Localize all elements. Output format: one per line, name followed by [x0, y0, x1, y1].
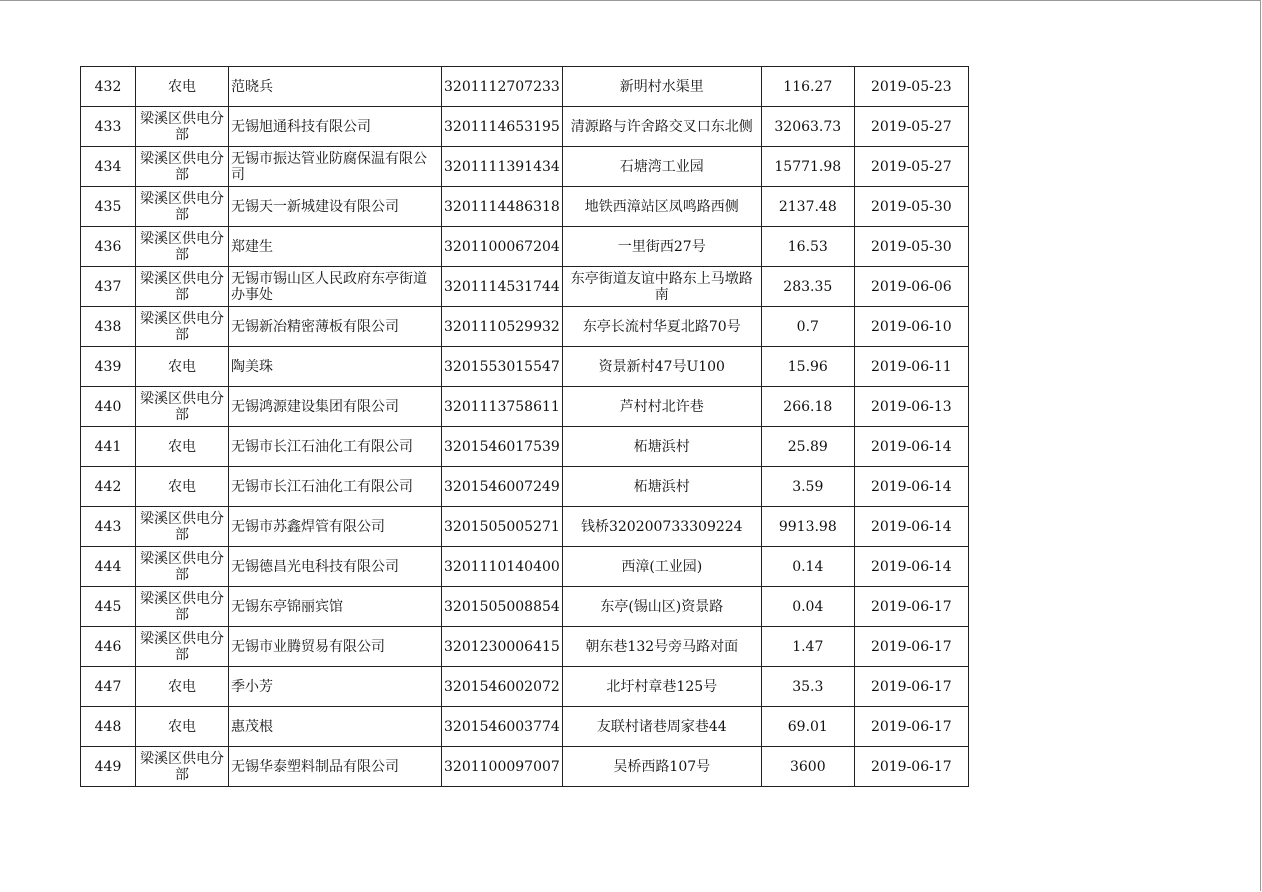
account-number-cell: 3201114653195: [442, 107, 563, 147]
address-cell: 东亭长流村华夏北路70号: [562, 307, 761, 347]
account-number-cell: 3201230006415: [442, 627, 563, 667]
amount-cell: 69.01: [761, 707, 854, 747]
row-number: 433: [81, 107, 136, 147]
table-row: [81, 147, 969, 187]
department-cell: 梁溪区供电分部: [136, 747, 229, 787]
account-number-cell: 3201111391434: [442, 147, 563, 187]
table-row: [81, 307, 969, 347]
department-cell: 梁溪区供电分部: [136, 507, 229, 547]
address-cell: 东亭街道友谊中路东上马墩路南: [562, 267, 761, 307]
row-number: 438: [81, 307, 136, 347]
table-row: [81, 427, 969, 467]
table-row: [81, 547, 969, 587]
address-cell: 钱桥320200733309224: [562, 507, 761, 547]
date-cell: 2019-06-06: [854, 267, 968, 307]
customer-name-cell: 无锡新冶精密薄板有限公司: [229, 307, 442, 347]
address-cell: 友联村诸巷周家巷44: [562, 707, 761, 747]
table-row: [81, 627, 969, 667]
department-cell: 梁溪区供电分部: [136, 627, 229, 667]
address-cell: 一里街西27号: [562, 227, 761, 267]
amount-cell: 16.53: [761, 227, 854, 267]
department-cell: 梁溪区供电分部: [136, 387, 229, 427]
account-number-cell: 3201505005271: [442, 507, 563, 547]
amount-cell: 15771.98: [761, 147, 854, 187]
date-cell: 2019-06-17: [854, 587, 968, 627]
date-cell: 2019-06-11: [854, 347, 968, 387]
table-row: [81, 387, 969, 427]
department-cell: 梁溪区供电分部: [136, 187, 229, 227]
date-cell: 2019-06-10: [854, 307, 968, 347]
amount-cell: 0.04: [761, 587, 854, 627]
address-cell: 资景新村47号U100: [562, 347, 761, 387]
address-cell: 吴桥西路107号: [562, 747, 761, 787]
customer-name-cell: 无锡旭通科技有限公司: [229, 107, 442, 147]
address-cell: 清源路与许舍路交叉口东北侧: [562, 107, 761, 147]
table-row: [81, 67, 969, 107]
address-cell: 柘塘浜村: [562, 427, 761, 467]
amount-cell: 25.89: [761, 427, 854, 467]
row-number: 449: [81, 747, 136, 787]
customer-name-cell: 无锡市长江石油化工有限公司: [229, 467, 442, 507]
table-row: [81, 267, 969, 307]
account-number-cell: 3201110140400: [442, 547, 563, 587]
date-cell: 2019-06-13: [854, 387, 968, 427]
account-number-cell: 3201546002072: [442, 667, 563, 707]
date-cell: 2019-05-30: [854, 227, 968, 267]
address-cell: 柘塘浜村: [562, 467, 761, 507]
date-cell: 2019-05-27: [854, 147, 968, 187]
account-number-cell: 3201110529932: [442, 307, 563, 347]
department-cell: 梁溪区供电分部: [136, 227, 229, 267]
account-number-cell: 3201100067204: [442, 227, 563, 267]
row-number: 434: [81, 147, 136, 187]
customer-name-cell: 无锡市振达管业防腐保温有限公司: [229, 147, 442, 187]
amount-cell: 32063.73: [761, 107, 854, 147]
row-number: 442: [81, 467, 136, 507]
department-cell: 农电: [136, 467, 229, 507]
department-cell: 农电: [136, 67, 229, 107]
customer-name-cell: 郑建生: [229, 227, 442, 267]
address-cell: 地铁西漳站区凤鸣路西侧: [562, 187, 761, 227]
row-number: 437: [81, 267, 136, 307]
date-cell: 2019-05-30: [854, 187, 968, 227]
customer-name-cell: 陶美珠: [229, 347, 442, 387]
row-number: 436: [81, 227, 136, 267]
row-number: 448: [81, 707, 136, 747]
department-cell: 梁溪区供电分部: [136, 267, 229, 307]
row-number: 445: [81, 587, 136, 627]
table-row: [81, 667, 969, 707]
customer-name-cell: 范晓兵: [229, 67, 442, 107]
customer-name-cell: 无锡市锡山区人民政府东亭街道办事处: [229, 267, 442, 307]
row-number: 443: [81, 507, 136, 547]
amount-cell: 3600: [761, 747, 854, 787]
date-cell: 2019-06-17: [854, 627, 968, 667]
records-body: [81, 67, 969, 787]
address-cell: 新明村水渠里: [562, 67, 761, 107]
table-row: [81, 587, 969, 627]
amount-cell: 283.35: [761, 267, 854, 307]
customer-name-cell: 无锡市苏鑫焊管有限公司: [229, 507, 442, 547]
row-number: 447: [81, 667, 136, 707]
row-number: 446: [81, 627, 136, 667]
department-cell: 梁溪区供电分部: [136, 307, 229, 347]
amount-cell: 9913.98: [761, 507, 854, 547]
department-cell: 农电: [136, 707, 229, 747]
account-number-cell: 3201100097007: [442, 747, 563, 787]
amount-cell: 116.27: [761, 67, 854, 107]
department-cell: 农电: [136, 427, 229, 467]
customer-name-cell: 无锡华泰塑料制品有限公司: [229, 747, 442, 787]
date-cell: 2019-06-14: [854, 507, 968, 547]
row-number: 444: [81, 547, 136, 587]
amount-cell: 0.14: [761, 547, 854, 587]
account-number-cell: 3201113758611: [442, 387, 563, 427]
date-cell: 2019-06-17: [854, 747, 968, 787]
customer-name-cell: 无锡德昌光电科技有限公司: [229, 547, 442, 587]
account-number-cell: 3201546007249: [442, 467, 563, 507]
amount-cell: 266.18: [761, 387, 854, 427]
date-cell: 2019-06-17: [854, 707, 968, 747]
account-number-cell: 3201553015547: [442, 347, 563, 387]
account-number-cell: 3201114486318: [442, 187, 563, 227]
account-number-cell: 3201546003774: [442, 707, 563, 747]
customer-name-cell: 无锡天一新城建设有限公司: [229, 187, 442, 227]
customer-name-cell: 季小芳: [229, 667, 442, 707]
customer-name-cell: 无锡东亭锦丽宾馆: [229, 587, 442, 627]
account-number-cell: 3201112707233: [442, 67, 563, 107]
customer-name-cell: 惠茂根: [229, 707, 442, 747]
date-cell: 2019-05-27: [854, 107, 968, 147]
row-number: 441: [81, 427, 136, 467]
date-cell: 2019-06-14: [854, 467, 968, 507]
department-cell: 梁溪区供电分部: [136, 547, 229, 587]
customer-name-cell: 无锡市业腾贸易有限公司: [229, 627, 442, 667]
account-number-cell: 3201114531744: [442, 267, 563, 307]
date-cell: 2019-06-14: [854, 547, 968, 587]
amount-cell: 2137.48: [761, 187, 854, 227]
table-row: [81, 107, 969, 147]
account-number-cell: 3201505008854: [442, 587, 563, 627]
row-number: 439: [81, 347, 136, 387]
amount-cell: 0.7: [761, 307, 854, 347]
account-number-cell: 3201546017539: [442, 427, 563, 467]
address-cell: 石塘湾工业园: [562, 147, 761, 187]
row-number: 435: [81, 187, 136, 227]
table-row: [81, 707, 969, 747]
department-cell: 农电: [136, 667, 229, 707]
address-cell: 芦村村北许巷: [562, 387, 761, 427]
row-number: 440: [81, 387, 136, 427]
table-row: [81, 227, 969, 267]
department-cell: 梁溪区供电分部: [136, 107, 229, 147]
table-row: [81, 347, 969, 387]
customer-name-cell: 无锡鸿源建设集团有限公司: [229, 387, 442, 427]
table-row: [81, 507, 969, 547]
row-number: 432: [81, 67, 136, 107]
department-cell: 农电: [136, 347, 229, 387]
date-cell: 2019-06-17: [854, 667, 968, 707]
table-row: [81, 187, 969, 227]
department-cell: 梁溪区供电分部: [136, 587, 229, 627]
department-cell: 梁溪区供电分部: [136, 147, 229, 187]
amount-cell: 3.59: [761, 467, 854, 507]
date-cell: 2019-06-14: [854, 427, 968, 467]
amount-cell: 35.3: [761, 667, 854, 707]
address-cell: 东亭(锡山区)资景路: [562, 587, 761, 627]
address-cell: 北圩村章巷125号: [562, 667, 761, 707]
address-cell: 西漳(工业园): [562, 547, 761, 587]
date-cell: 2019-05-23: [854, 67, 968, 107]
table-row: [81, 467, 969, 507]
customer-name-cell: 无锡市长江石油化工有限公司: [229, 427, 442, 467]
table-row: [81, 747, 969, 787]
amount-cell: 1.47: [761, 627, 854, 667]
address-cell: 朝东巷132号旁马路对面: [562, 627, 761, 667]
amount-cell: 15.96: [761, 347, 854, 387]
records-table: [80, 66, 969, 787]
